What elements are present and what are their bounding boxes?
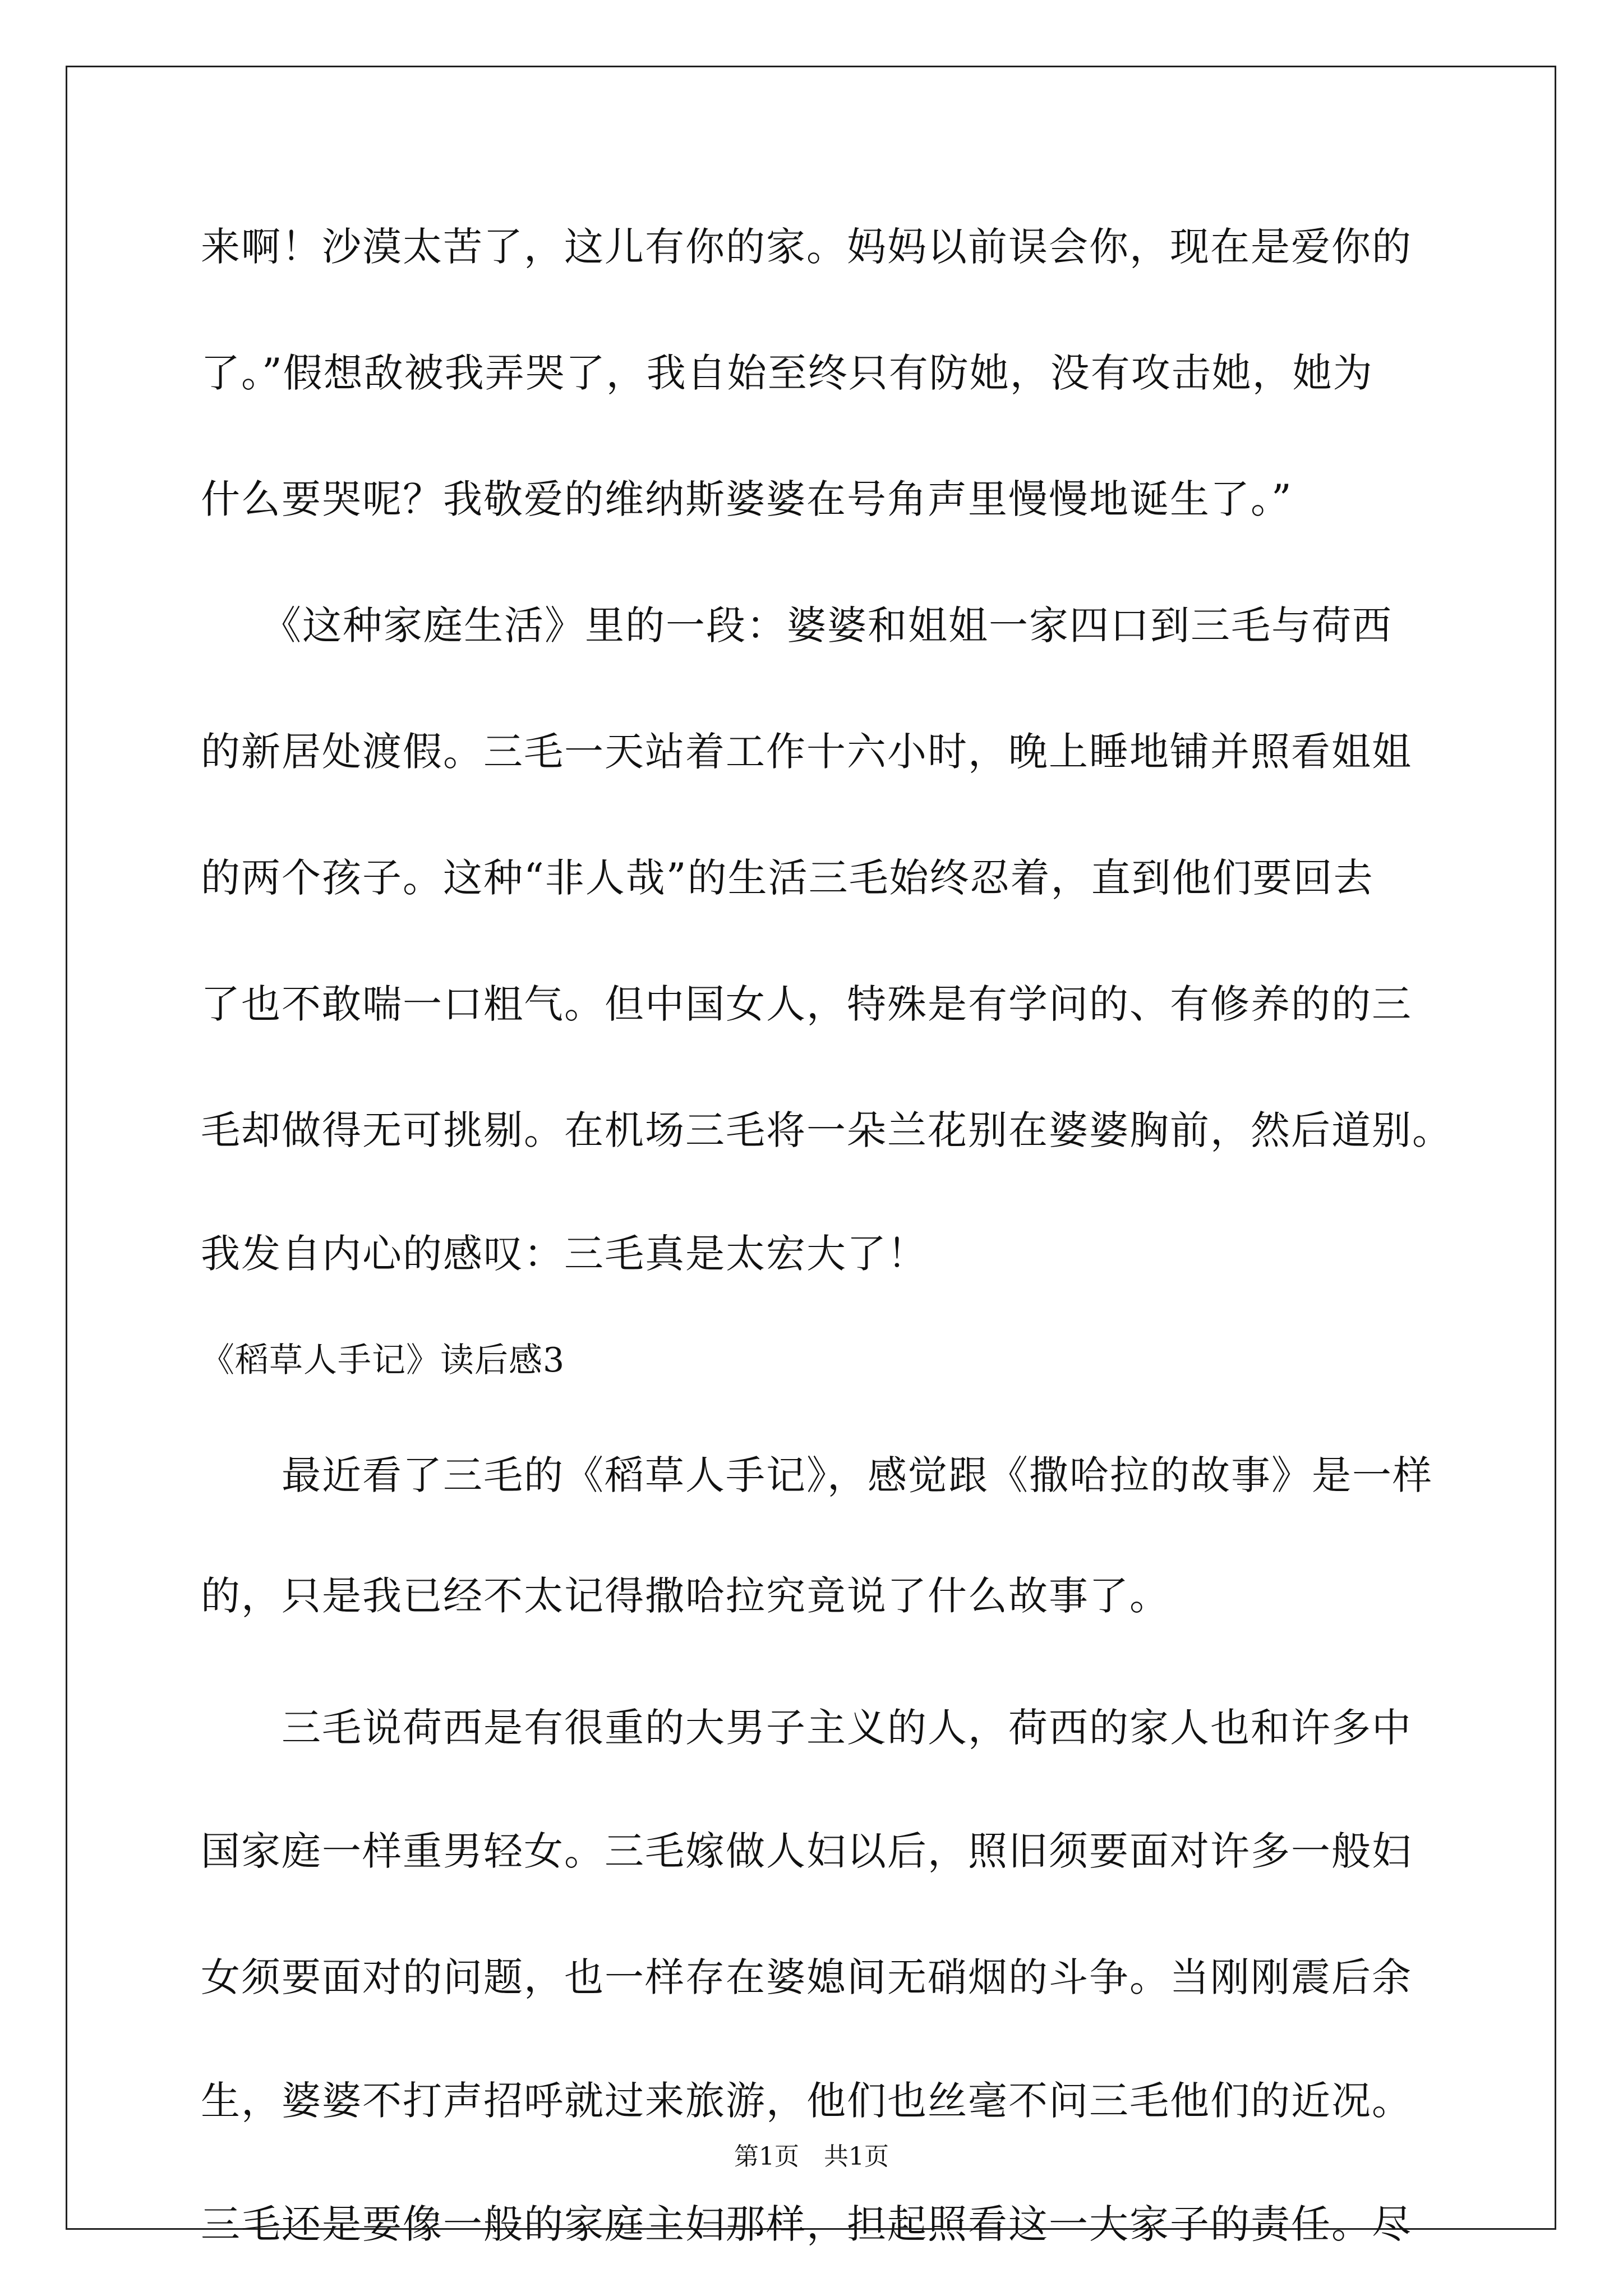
text-line: 什么要哭呢？我敬爱的维纳斯婆婆在号角声里慢慢地诞生了。” (201, 476, 1293, 522)
text-line: 国家庭一样重男轻女。三毛嫁做人妇以后，照旧须要面对许多一般妇 (201, 1828, 1412, 1874)
text-line: 了也不敢喘一口粗气。但中国女人，特殊是有学问的、有修养的的三 (201, 981, 1412, 1027)
paragraph-start-line: 最近看了三毛的《稻草人手记》，感觉跟《撒哈拉的故事》是一样 (201, 1452, 1433, 1498)
text-line: 女须要面对的问题，也一样存在婆媳间无硝烟的斗争。当刚刚震后余 (201, 1954, 1412, 2000)
text-line: 毛却做得无可挑剔。在机场三毛将一朵兰花别在婆婆胸前，然后道别。 (201, 1107, 1453, 1153)
text-line: 生，婆婆不打声招呼就过来旅游，他们也丝毫不问三毛他们的近况。 (201, 2078, 1412, 2124)
paragraph-start-line: 《这种家庭生活》里的一段：婆婆和姐姐一家四口到三毛与荷西 (201, 602, 1393, 648)
text-line: 来啊！沙漠太苦了，这儿有你的家。妈妈以前误会你，现在是爱你的 (201, 224, 1412, 270)
paragraph-start-line: 三毛说荷西是有很重的大男子主义的人，荷西的家人也和许多中 (201, 1705, 1412, 1751)
text-line: 的，只是我已经不太记得撒哈拉究竟说了什么故事了。 (201, 1573, 1170, 1619)
text-line: 的两个孩子。这种“非人哉”的生活三毛始终忍着，直到他们要回去 (201, 855, 1374, 901)
text-line: 三毛还是要像一般的家庭主妇那样，担起照看这一大家子的责任。尽 (201, 2201, 1412, 2247)
text-line: 我发自内心的感叹：三毛真是太宏大了！ (201, 1231, 928, 1277)
page-number-footer: 第1页 共1页 (734, 2142, 889, 2171)
section-heading: 《稻草人手记》读后感3 (201, 1341, 565, 1380)
text-line: 了。”假想敌被我弄哭了，我自始至终只有防她，没有攻击她，她为 (201, 350, 1373, 396)
text-line: 的新居处渡假。三毛一天站着工作十六小时，晚上睡地铺并照看姐姐 (201, 729, 1412, 775)
